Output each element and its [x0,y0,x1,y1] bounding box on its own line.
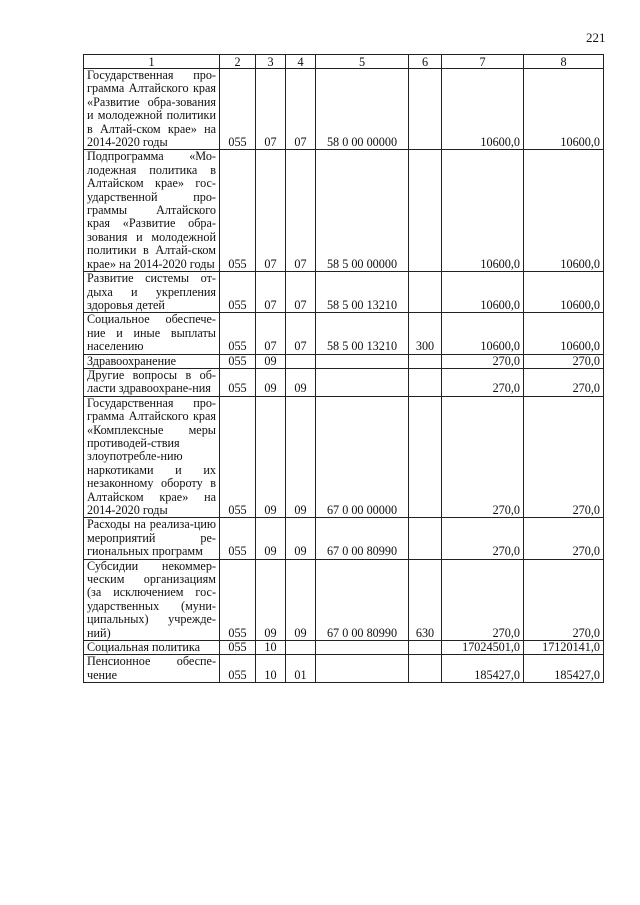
table-row [84,518,604,559]
cell-c8: 270,0 [524,559,604,640]
row-name: Социальное обеспече-ние и иные выплаты населению [84,313,220,354]
cell-c6 [409,368,442,396]
table-row [84,559,604,640]
cell-c5: 67 0 00 00000 [316,396,409,518]
cell-c7: 270,0 [442,354,524,368]
cell-c4: 07 [286,313,316,354]
cell-c3: 07 [256,69,286,150]
cell-c2: 055 [220,655,256,683]
row-name: Расходы на реализа-цию мероприятий ре-гиональных программ [84,518,220,559]
column-header: 3 [256,55,286,69]
cell-c6: 630 [409,559,442,640]
cell-c8: 10600,0 [524,272,604,313]
cell-c3: 09 [256,559,286,640]
cell-c2: 055 [220,559,256,640]
table-row [84,354,604,368]
cell-c5: 58 5 00 00000 [316,150,409,272]
cell-c3: 09 [256,518,286,559]
cell-c4: 09 [286,396,316,518]
table-row [84,69,604,150]
cell-c7: 10600,0 [442,69,524,150]
cell-c5: 67 0 00 80990 [316,559,409,640]
table-row [84,655,604,683]
cell-c6 [409,396,442,518]
cell-c8: 270,0 [524,354,604,368]
cell-c7: 270,0 [442,368,524,396]
cell-c2: 055 [220,150,256,272]
table-row [84,313,604,354]
cell-c8: 10600,0 [524,150,604,272]
cell-c7: 270,0 [442,518,524,559]
cell-c3: 09 [256,368,286,396]
row-name: Субсидии некоммер-ческим организациям (за исключением гос-ударственных (муни-ципальных) учрежде-ний) [84,559,220,640]
table-row [84,272,604,313]
column-header: 2 [220,55,256,69]
cell-c7: 10600,0 [442,150,524,272]
cell-c8: 10600,0 [524,69,604,150]
row-name: Пенсионное обеспе-чение [84,655,220,683]
row-name: Социальная политика [84,641,220,655]
cell-c4: 09 [286,559,316,640]
cell-c6 [409,518,442,559]
cell-c3: 10 [256,641,286,655]
budget-table [83,54,604,683]
cell-c6 [409,272,442,313]
column-header: 1 [84,55,220,69]
row-name: Подпрограмма «Мо-лодежная политика в Алтайском крае» гос-ударственной про-граммы Алтайского края «Развитие обра-зования и молодежной политики в Алтай-ском крае» на 2014-2020 годы [84,150,220,272]
cell-c7: 185427,0 [442,655,524,683]
cell-c4: 01 [286,655,316,683]
cell-c5: 58 5 00 13210 [316,272,409,313]
cell-c3: 09 [256,354,286,368]
cell-c2: 055 [220,396,256,518]
cell-c5 [316,354,409,368]
column-header: 7 [442,55,524,69]
cell-c4: 09 [286,368,316,396]
cell-c3: 09 [256,396,286,518]
row-name: Государственная про-грамма Алтайского края «Развитие обра-зования и молодежной политики в Алтай-ском крае» на 2014-2020 годы [84,69,220,150]
cell-c6 [409,354,442,368]
cell-c8: 185427,0 [524,655,604,683]
row-name: Государственная про-грамма Алтайского края «Комплексные меры противодей-ствия злоупотребле-нию наркотиками и их незаконному обороту в Алтайском крае» на 2014-2020 годы [84,396,220,518]
cell-c4: 07 [286,69,316,150]
cell-c4: 07 [286,150,316,272]
table-row [84,150,604,272]
cell-c2: 055 [220,69,256,150]
cell-c2: 055 [220,272,256,313]
page-number: 221 [586,30,606,45]
cell-c7: 10600,0 [442,313,524,354]
cell-c4 [286,354,316,368]
cell-c3: 07 [256,150,286,272]
column-header: 6 [409,55,442,69]
cell-c6 [409,69,442,150]
cell-c8: 10600,0 [524,313,604,354]
table-row [84,396,604,518]
column-header: 4 [286,55,316,69]
cell-c2: 055 [220,368,256,396]
cell-c2: 055 [220,641,256,655]
cell-c3: 07 [256,313,286,354]
cell-c5: 67 0 00 80990 [316,518,409,559]
cell-c3: 07 [256,272,286,313]
column-header: 5 [316,55,409,69]
cell-c8: 270,0 [524,368,604,396]
cell-c5 [316,368,409,396]
cell-c8: 270,0 [524,518,604,559]
cell-c5 [316,655,409,683]
cell-c2: 055 [220,518,256,559]
cell-c5 [316,641,409,655]
cell-c7: 270,0 [442,396,524,518]
cell-c6: 300 [409,313,442,354]
cell-c5: 58 5 00 13210 [316,313,409,354]
row-name: Здравоохранение [84,354,220,368]
cell-c8: 270,0 [524,396,604,518]
row-name: Другие вопросы в об-ласти здравоохране-ния [84,368,220,396]
cell-c3: 10 [256,655,286,683]
table-row [84,368,604,396]
cell-c7: 17024501,0 [442,641,524,655]
cell-c4: 09 [286,518,316,559]
cell-c2: 055 [220,313,256,354]
cell-c5: 58 0 00 00000 [316,69,409,150]
table-row [84,641,604,655]
column-header: 8 [524,55,604,69]
cell-c7: 10600,0 [442,272,524,313]
cell-c6 [409,655,442,683]
cell-c4: 07 [286,272,316,313]
cell-c6 [409,150,442,272]
cell-c4 [286,641,316,655]
cell-c2: 055 [220,354,256,368]
cell-c8: 17120141,0 [524,641,604,655]
cell-c6 [409,641,442,655]
cell-c7: 270,0 [442,559,524,640]
row-name: Развитие системы от-дыха и укрепления здоровья детей [84,272,220,313]
header-row [84,55,604,69]
